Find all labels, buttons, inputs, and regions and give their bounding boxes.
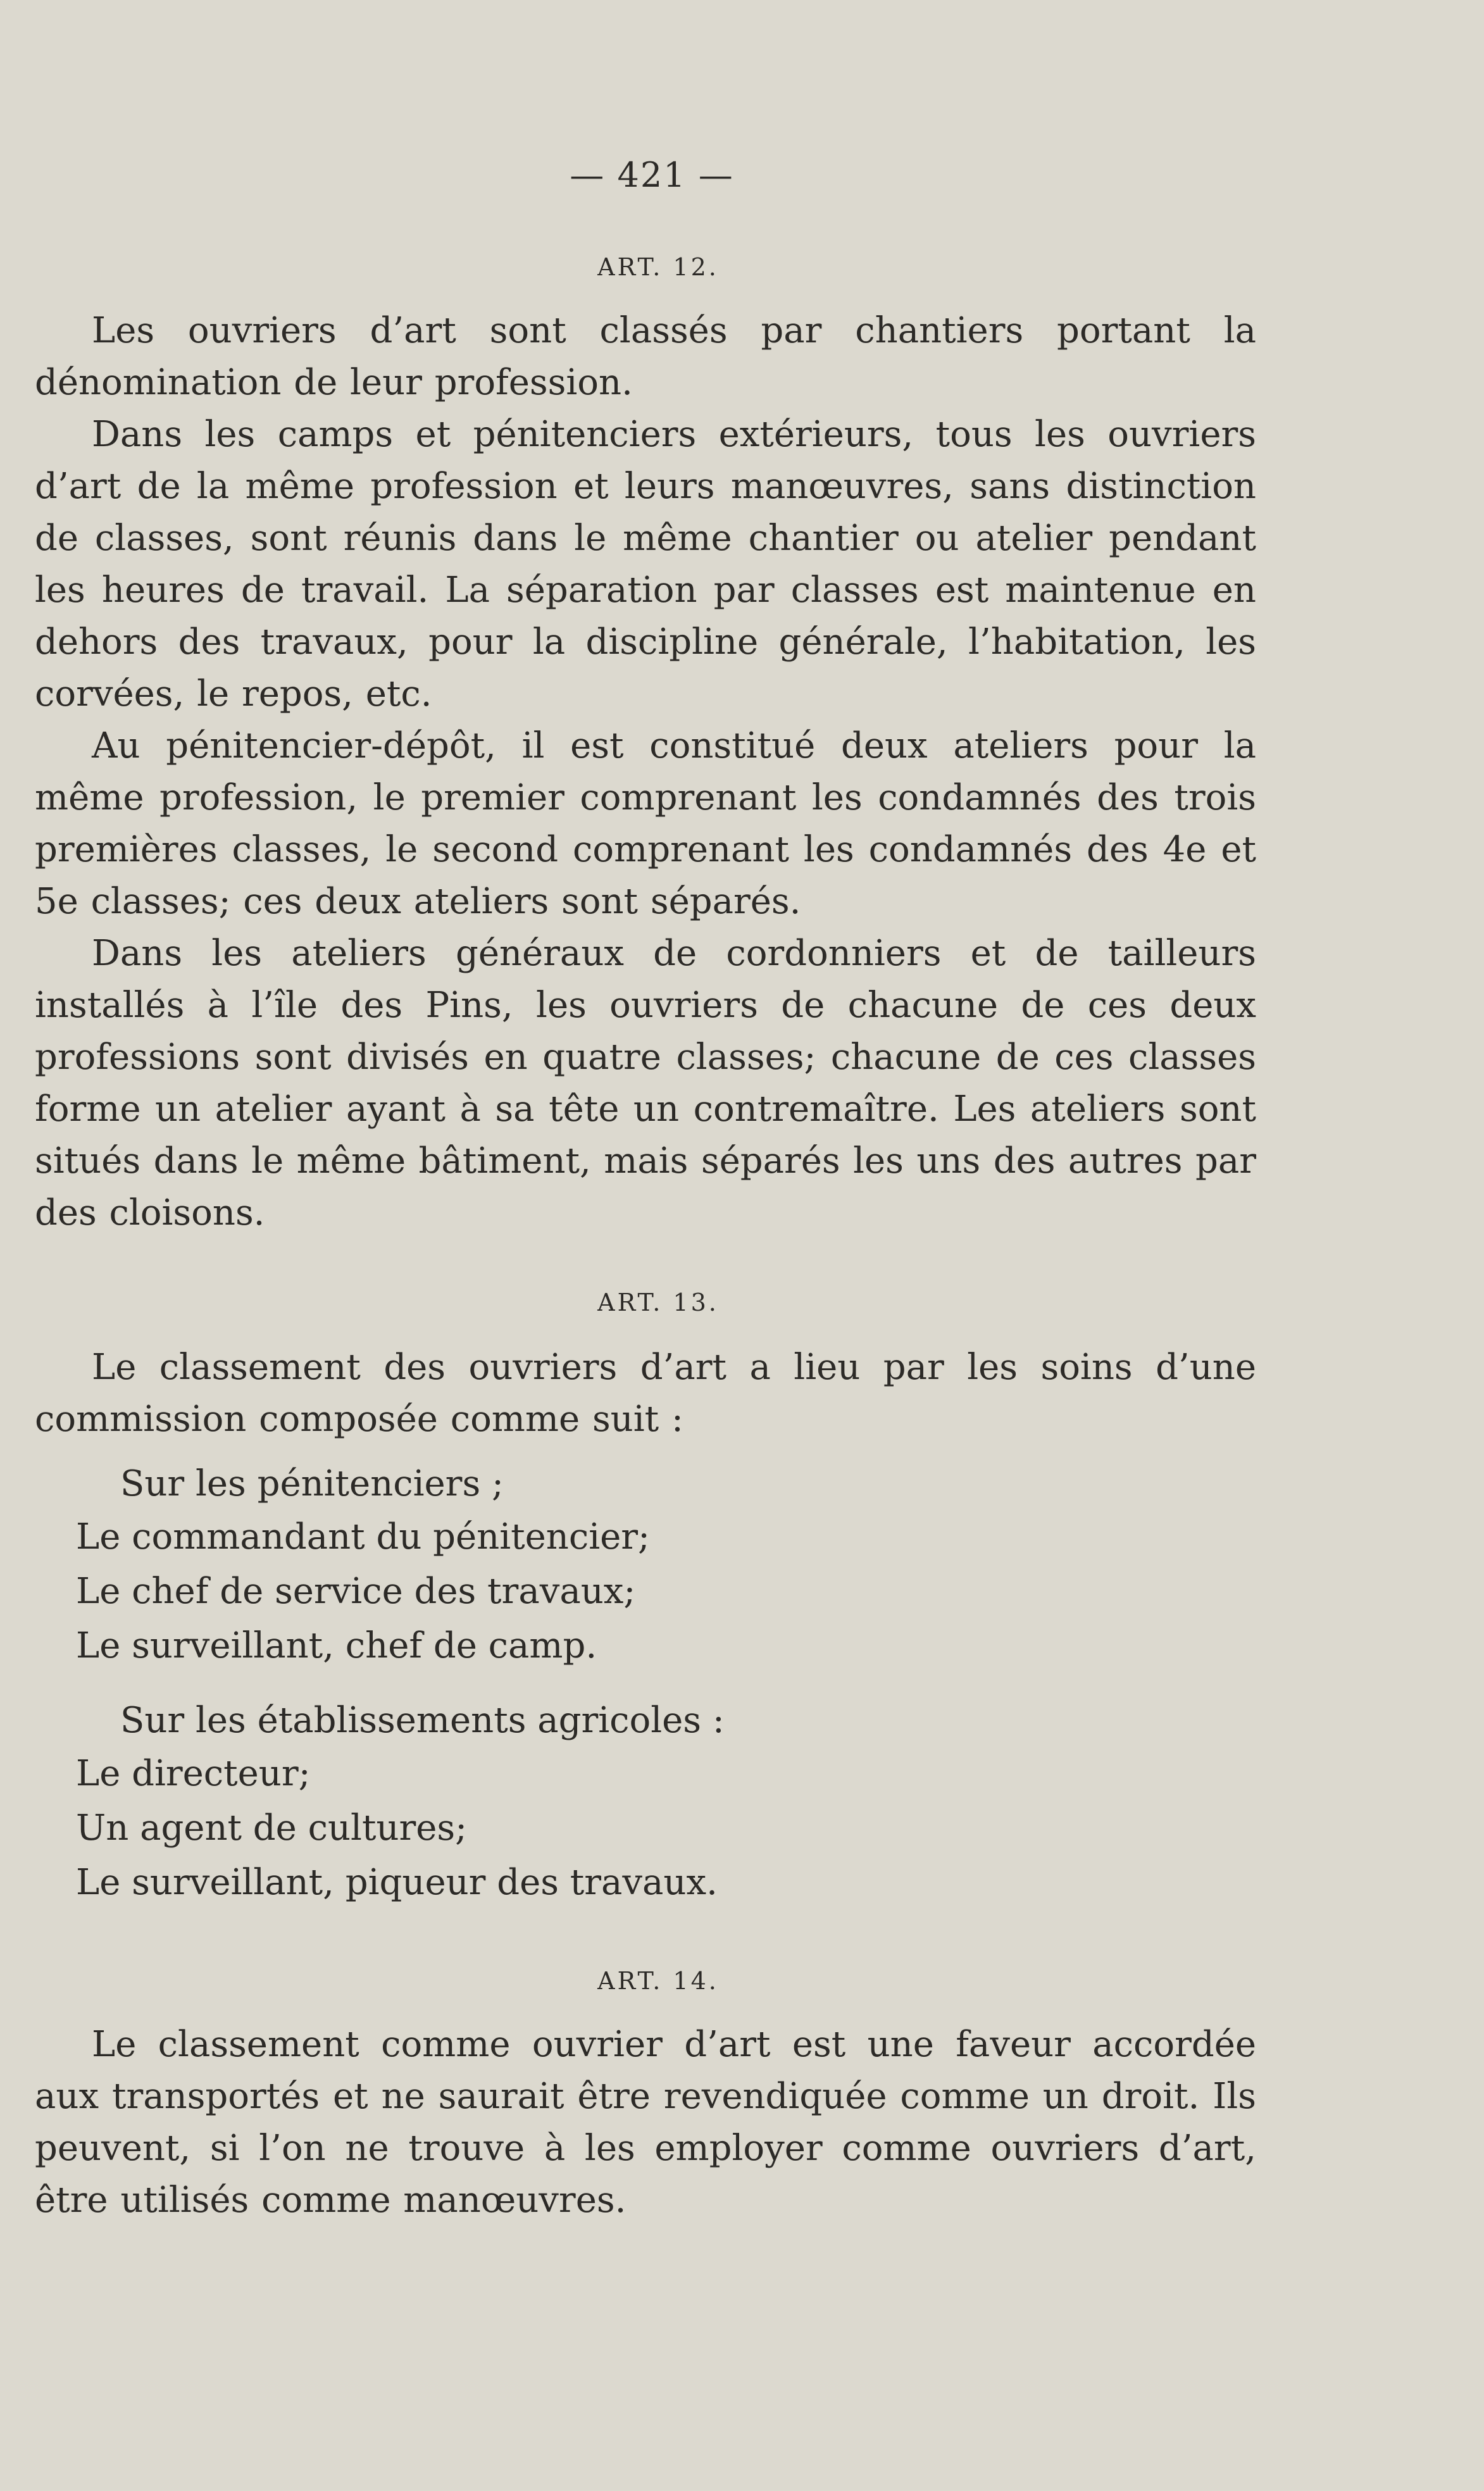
list-item: Le surveillant, piqueur des travaux. [76, 1862, 718, 1903]
paragraph: Dans les ateliers généraux de cordonniers et de tailleurs installés à l’île des Pins, les ouvriers de chacune de ces deux professions sont divisés en quatre classes; chacune de ces classes forme un atelier ayant à sa tête un contremaître. Les ateliers sont situés dans le même bâtiment, mais séparés les uns des autres par des cloisons. [35, 933, 1256, 1233]
list-intro: Sur les pénitenciers ; [120, 1463, 504, 1504]
paragraph: Au pénitencier-dépôt, il est constitué deux ateliers pour la même profession, le premier comprenant les condamnés des trois premières classes, le second comprenant les condamnés des 4e et 5e classes; ces deux ateliers sont séparés. [35, 725, 1256, 922]
article-heading: ART. 14. [597, 1967, 719, 1995]
paragraph: Le classement comme ouvrier d’art est une faveur accordée aux transportés et ne saurait être revendiquée comme un droit. Ils peuvent, si l’on ne trouve à les employer comme ouvriers d’art, être utilisés comme manœuvres. [35, 2024, 1256, 2221]
list-intro: Sur les établissements agricoles : [120, 1700, 725, 1741]
list-item: Le chef de service des travaux; [76, 1571, 636, 1612]
paragraph: Le classement des ouvriers d’art a lieu par les soins d’une commission composée comme suit : [35, 1347, 1256, 1440]
page-body [35, 146, 1256, 2226]
paragraph: Dans les camps et pénitenciers extérieurs, tous les ouvriers d’art de la même profession et leurs manœuvres, sans distinction de classes, sont réunis dans le même chantier ou atelier pendant les heures de travail. La séparation par classes est maintenue en dehors des travaux, pour la discipline générale, l’habitation, les corvées, le repos, etc. [35, 414, 1256, 715]
list-item: Le directeur; [76, 1753, 311, 1794]
article-heading: ART. 12. [597, 253, 719, 281]
page-number: — 421 — [570, 155, 734, 195]
paragraph: Les ouvriers d’art sont classés par chantiers portant la dénomination de leur profession. [35, 310, 1256, 403]
list-item: Le surveillant, chef de camp. [76, 1625, 597, 1666]
list-item: Un agent de cultures; [76, 1807, 468, 1849]
list-item: Le commandant du pénitencier; [76, 1516, 650, 1558]
article-heading: ART. 13. [597, 1289, 719, 1316]
